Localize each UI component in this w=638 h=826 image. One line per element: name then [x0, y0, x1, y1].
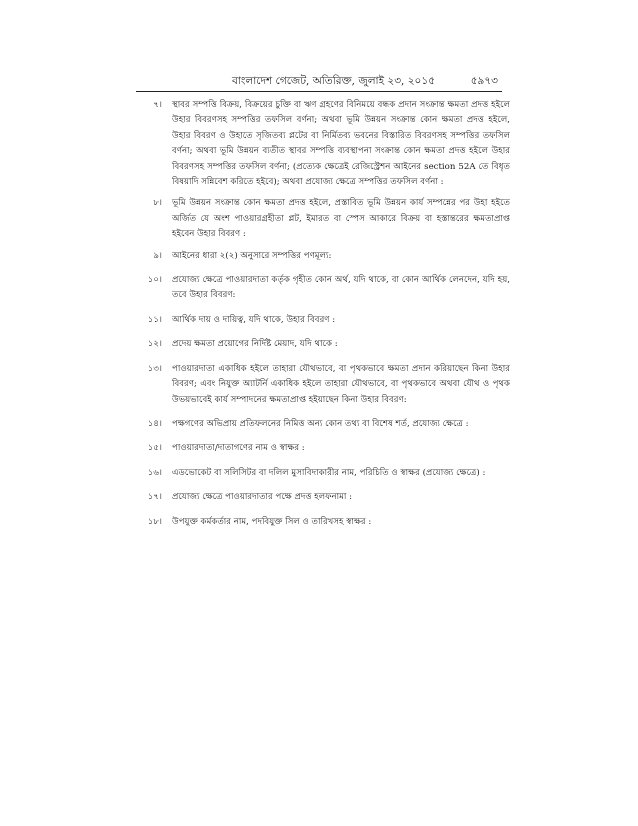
list-item: [0, 515, 638, 530]
item-text: পক্ষগণের অভিপ্রায় প্রতিফলনের নিমিত্ত অন্য কোন তথ্য বা বিশেষ শর্ত, প্রযোজ্য ক্ষেত্রে :: [172, 418, 469, 429]
item-text: উপযুক্ত কর্মকর্তার নাম, পদবিযুক্ত সিল ও তারিখসহ স্বাক্ষর :: [172, 516, 372, 527]
item-list: [0, 98, 638, 530]
list-item: [0, 98, 638, 190]
gazette-header-title: বাংলাদেশ গেজেট, অতিরিক্ত, জুলাই ২৩, ২০১৫: [232, 75, 436, 87]
item-text: আর্থিক দায় ও দায়িত্ব, যদি থাকে, উহার বিবরণ :: [172, 314, 336, 325]
item-number: ১৭।: [147, 492, 162, 503]
list-item: [0, 466, 638, 481]
list-item: [0, 441, 638, 456]
list-item: [0, 273, 638, 304]
item-text: ভূমি উন্নয়ন সংক্রান্ত কোন ক্ষমতা প্রদত্ত হইলে, প্রস্তাবিত ভূমি উন্নয়ন কার্য সম্পন্নের পর উহা হইতে অর্জিত যে অংশ পাওয়ারগ্রহীতা প্লট, ইমারত বা স্পেস আকারে বিক্রয় বা হস্তান্তরের ক্ষমতাপ্রাপ্ত হইবেন উহার বিবরণ :: [172, 198, 510, 240]
item-number: ৯।: [153, 250, 162, 261]
item-text: এডভোকেট বা সলিসিটর বা দলিল মুসাবিদাকারীর নাম, পরিচিতি ও স্বাক্ষর (প্রযোজ্য ক্ষেত্রে) :: [172, 467, 486, 478]
item-number: ১১।: [147, 314, 162, 325]
item-text: আইনের ধারা ২(২) অনুসারে সম্পত্তির পণমূল্য:: [172, 250, 332, 261]
item-text: প্রযোজ্য ক্ষেত্রে পাওয়ারদাতার পক্ষে প্রদত্ত হলফনামা :: [172, 492, 353, 503]
item-number: ১৬।: [147, 467, 162, 478]
item-number: ১২।: [147, 339, 162, 350]
page-header: [0, 72, 638, 90]
item-text: প্রদেয় ক্ষমতা প্রয়োগের নির্দিষ্ট মেয়াদ, যদি থাকে :: [172, 339, 338, 350]
list-item: [0, 490, 638, 505]
list-item: [0, 313, 638, 328]
item-number: ৭।: [153, 100, 162, 110]
list-item: [0, 362, 638, 408]
item-text: প্রযোজ্য ক্ষেত্রে পাওয়ারদাতা কর্তৃক গৃহীত কোন অর্থ, যদি থাকে, বা কোন আর্থিক লেনদেন, যদি হয়, তবে উহার বিবরণ:: [172, 275, 510, 301]
item-number: ১৫।: [147, 443, 162, 454]
item-text: স্থাবর সম্পত্তি বিক্রয়, বিক্রয়ের চুক্তি বা ঋণ গ্রহণের বিনিময়ে বন্ধক প্রদান সংক্রান্ত ক্ষমতা প্রদত্ত হইলে উহার বিবরণসহ সম্পত্তির তফসিল বর্ণনা; অথবা ভূমি উন্নয়ন সংক্রান্ত কোন ক্ষমতা প্রদত্ত হইলে, উহার বিবরণ ও উহাতে সৃজিতব্য প্লটের বা নির্মিতব্য ভবনের বিস্তারিত বিবরণসহ সম্পত্তির তফসিল বর্ণনা; অথবা ভূমি উন্নয়ন ব্যতীত স্থাবর সম্পত্তি ব্যবস্থাপনা সংক্রান্ত কোন ক্ষমতা প্রদত্ত হইলে উহার বিবরণসহ সম্পত্তির তফসিল বর্ণনা; (প্রত্যেক ক্ষেত্রেই রেজিস্ট্রেশন আইনের section 52A তে বিধৃত বিষয়াদি সন্নিবেশ করিতে হইবে); অথবা প্রযোজ্য ক্ষেত্রে সম্পত্তির তফসিল বর্ণনা :: [172, 100, 510, 188]
list-item: [0, 196, 638, 242]
page-number: ৫৯৭৩: [470, 75, 498, 87]
item-text: পাওয়ারদাতা একাধিক হইলে তাহারা যৌথভাবে, বা পৃথকভাবে ক্ষমতা প্রদান করিয়াছেন কিনা উহার বিবরণ; এবং নিযুক্ত অ্যাটর্নি একাধিক হইলে তাহারা যৌথভাবে, বা পৃথকভাবে অথবা যৌথ ও পৃথক উভয়ভাবেই কার্য সম্পাদনের ক্ষমতাপ্রাপ্ত হইয়াছেন কিনা উহার বিবরণ:: [172, 363, 510, 405]
item-number: ১৮।: [147, 516, 162, 527]
item-number: ১০।: [147, 275, 162, 286]
list-item: [0, 337, 638, 352]
header-rule: [136, 91, 502, 92]
list-item: [0, 417, 638, 432]
list-item: [0, 249, 638, 264]
item-number: ৮।: [153, 198, 162, 209]
item-number: ১৪।: [147, 418, 162, 429]
item-number: ১৩।: [147, 363, 162, 374]
item-text: পাওয়ারদাতা/দাতাগণের নাম ও স্বাক্ষর :: [172, 443, 305, 454]
